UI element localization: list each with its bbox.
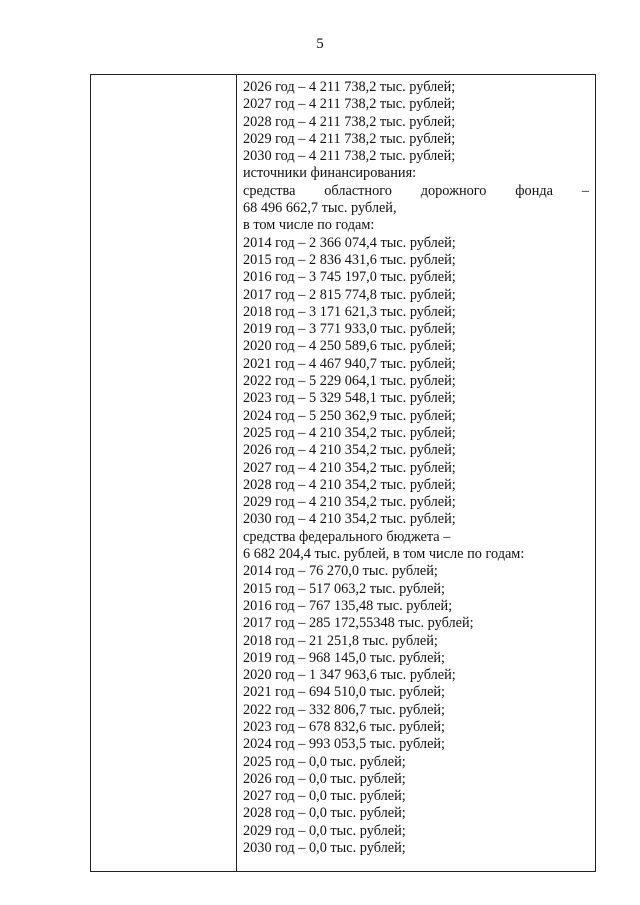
text-line: 2030 год – 4 210 354,2 тыс. рублей; <box>243 511 456 528</box>
funding-text-cell <box>243 79 595 857</box>
text-line: 2018 год – 21 251,8 тыс. рублей; <box>243 632 438 649</box>
text-line: 68 496 662,7 тыс. рублей, <box>243 200 397 217</box>
text-line: 2020 год – 4 250 589,6 тыс. рублей; <box>243 338 456 355</box>
text-line: 2017 год – 285 172,55348 тыс. рублей; <box>243 615 474 632</box>
text-line: 2027 год – 4 210 354,2 тыс. рублей; <box>243 459 456 476</box>
text-line: 2019 год – 3 771 933,0 тыс. рублей; <box>243 321 456 338</box>
funding-lines-part1 <box>243 79 595 183</box>
text-line: 2029 год – 4 210 354,2 тыс. рублей; <box>243 494 456 511</box>
page-number: 5 <box>316 36 324 52</box>
header-word: дорожного <box>420 182 487 199</box>
text-line: 2028 год – 4 211 738,2 тыс. рублей; <box>243 113 456 130</box>
text-line: 2014 год – 76 270,0 тыс. рублей; <box>243 563 438 580</box>
text-line: 2024 год – 5 250 362,9 тыс. рублей; <box>243 407 456 424</box>
text-line: 2021 год – 694 510,0 тыс. рублей; <box>243 684 446 701</box>
text-line: 2026 год – 0,0 тыс. рублей; <box>243 770 406 787</box>
text-line: средства федерального бюджета – <box>243 528 451 545</box>
header-word: областного <box>324 182 392 199</box>
text-line: 2015 год – 517 063,2 тыс. рублей; <box>243 580 446 597</box>
text-line: 2026 год – 4 210 354,2 тыс. рублей; <box>243 442 456 459</box>
text-line: 2027 год – 0,0 тыс. рублей; <box>243 788 406 805</box>
text-line: 2021 год – 4 467 940,7 тыс. рублей; <box>243 355 456 372</box>
text-line: 2015 год – 2 836 431,6 тыс. рублей; <box>243 251 456 268</box>
text-line: 2026 год – 4 211 738,2 тыс. рублей; <box>243 79 456 95</box>
text-line: 2020 год – 1 347 963,6 тыс. рублей; <box>243 667 456 684</box>
text-line: 2022 год – 5 229 064,1 тыс. рублей; <box>243 373 456 390</box>
text-line: 2023 год – 678 832,6 тыс. рублей; <box>243 718 446 735</box>
text-line: 2017 год – 2 815 774,8 тыс. рублей; <box>243 286 456 303</box>
header-dash: – <box>581 182 589 199</box>
text-line: 2022 год – 332 806,7 тыс. рублей; <box>243 701 446 718</box>
text-line: в том числе по годам: <box>243 217 375 234</box>
text-line: 2030 год – 4 211 738,2 тыс. рублей; <box>243 148 456 165</box>
text-line: 6 682 204,4 тыс. рублей, в том числе по годам: <box>243 546 525 563</box>
text-line: 2018 год – 3 171 621,3 тыс. рублей; <box>243 303 456 320</box>
text-line: 2029 год – 4 211 738,2 тыс. рублей; <box>243 130 456 147</box>
text-line: 2025 год – 0,0 тыс. рублей; <box>243 753 406 770</box>
header-word: фонда <box>515 182 553 199</box>
text-line: 2024 год – 993 053,5 тыс. рублей; <box>243 736 446 753</box>
text-line: 2014 год – 2 366 074,4 тыс. рублей; <box>243 234 456 251</box>
regional-fund-header-line <box>243 183 589 200</box>
text-line: 2028 год – 4 210 354,2 тыс. рублей; <box>243 476 456 493</box>
column-divider <box>236 74 237 872</box>
text-line: 2016 год – 3 745 197,0 тыс. рублей; <box>243 269 456 286</box>
text-line: 2016 год – 767 135,48 тыс. рублей; <box>243 597 453 614</box>
text-line: 2027 год – 4 211 738,2 тыс. рублей; <box>243 96 456 113</box>
text-line: 2019 год – 968 145,0 тыс. рублей; <box>243 649 446 666</box>
funding-lines-part2 <box>243 200 595 857</box>
text-line: 2025 год – 4 210 354,2 тыс. рублей; <box>243 424 456 441</box>
text-line: источники финансирования: <box>243 165 417 182</box>
text-line: 2028 год – 0,0 тыс. рублей; <box>243 805 406 822</box>
text-line: 2029 год – 0,0 тыс. рублей; <box>243 822 406 839</box>
header-word: средства <box>243 182 296 199</box>
text-line: 2023 год – 5 329 548,1 тыс. рублей; <box>243 390 456 407</box>
text-line: 2030 год – 0,0 тыс. рублей; <box>243 840 406 857</box>
